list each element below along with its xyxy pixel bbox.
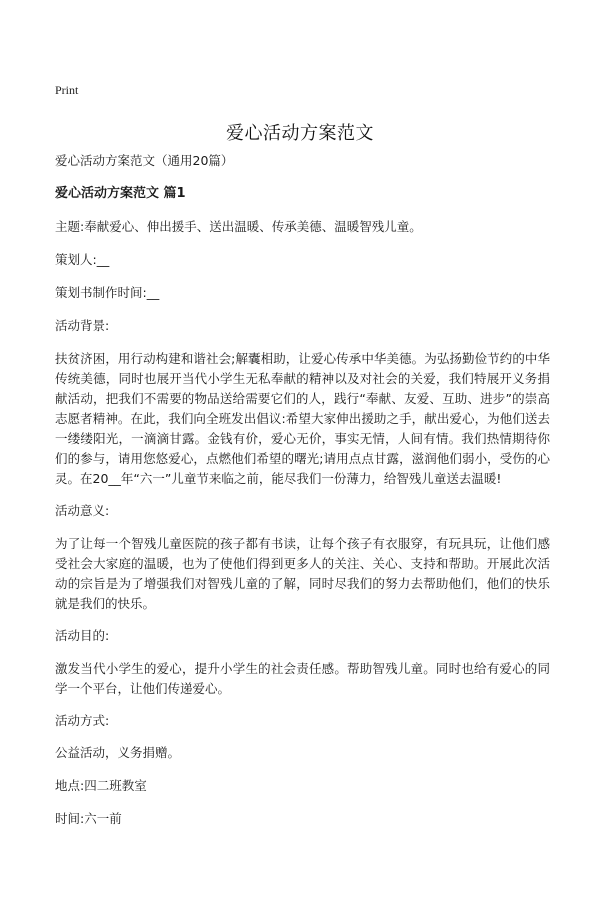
document-body <box>55 152 550 827</box>
significance-text: 为了让每一个智残儿童医院的孩子都有书读，让每个孩子有衣服穿，有玩具玩，让他们感受社会大家庭的温暖，也为了使他们得到更多人的关注、关心、支持和帮助。开展此次活动的宗旨是为了增强我们对智残儿童的了解，同时尽我们的努力去帮助他们，他们的快乐就是我们的快乐。 <box>55 536 550 611</box>
background-text: 扶贫济困，用行动构建和谐社会;解囊相助，让爱心传承中华美德。为弘扬勤俭节约的中华传统美德，同时也展开当代小学生无私奉献的精神以及对社会的关爱，我们特展开义务捐献活动，把我们不需要的物品送给需要它们的人，践行“奉献、友爱、互助、进步”的崇高志愿者精神。在此，我们向全班发出倡议:希望大家伸出援助之手，献出爱心，为他们送去一缕缕阳光，一滴滴甘露。金钱有价，爱心无价，事实无情，人间有情。我们热情期待你们的参与，请用您悠爱心，点燃他们希望的曙光;请用点点甘露，滋润他们弱小，受伤的心灵。在20__年“六一”儿童节来临之前，能尽我们一份薄力，给智残儿童送去温暖! <box>55 351 550 486</box>
plan-time-line: 策划书制作时间:__ <box>55 285 160 300</box>
section-heading: 爱心活动方案范文 篇1 <box>55 186 186 201</box>
method-text: 公益活动，义务捐赠。 <box>55 745 181 760</box>
location-line: 地点:四二班教室 <box>55 778 147 793</box>
document-subtitle: 爱心活动方案范文（通用20篇） <box>55 153 234 168</box>
print-label: Print <box>55 83 79 97</box>
time-line: 时间:六一前 <box>55 811 122 826</box>
significance-label: 活动意义: <box>55 503 110 518</box>
page-title: 爱心活动方案范文 <box>226 123 374 144</box>
method-label: 活动方式: <box>55 713 110 728</box>
planner-line: 策划人:__ <box>55 252 110 267</box>
purpose-text: 激发当代小学生的爱心，提升小学生的社会责任感。帮助智残儿童。同时也给有爱心的同学一个平台，让他们传递爱心。 <box>55 661 550 696</box>
purpose-label: 活动目的: <box>55 628 110 643</box>
theme-line: 主题:奉献爱心、伸出援手、送出温暖、传承美德、温暖智残儿童。 <box>55 219 422 234</box>
background-label: 活动背景: <box>55 318 110 333</box>
